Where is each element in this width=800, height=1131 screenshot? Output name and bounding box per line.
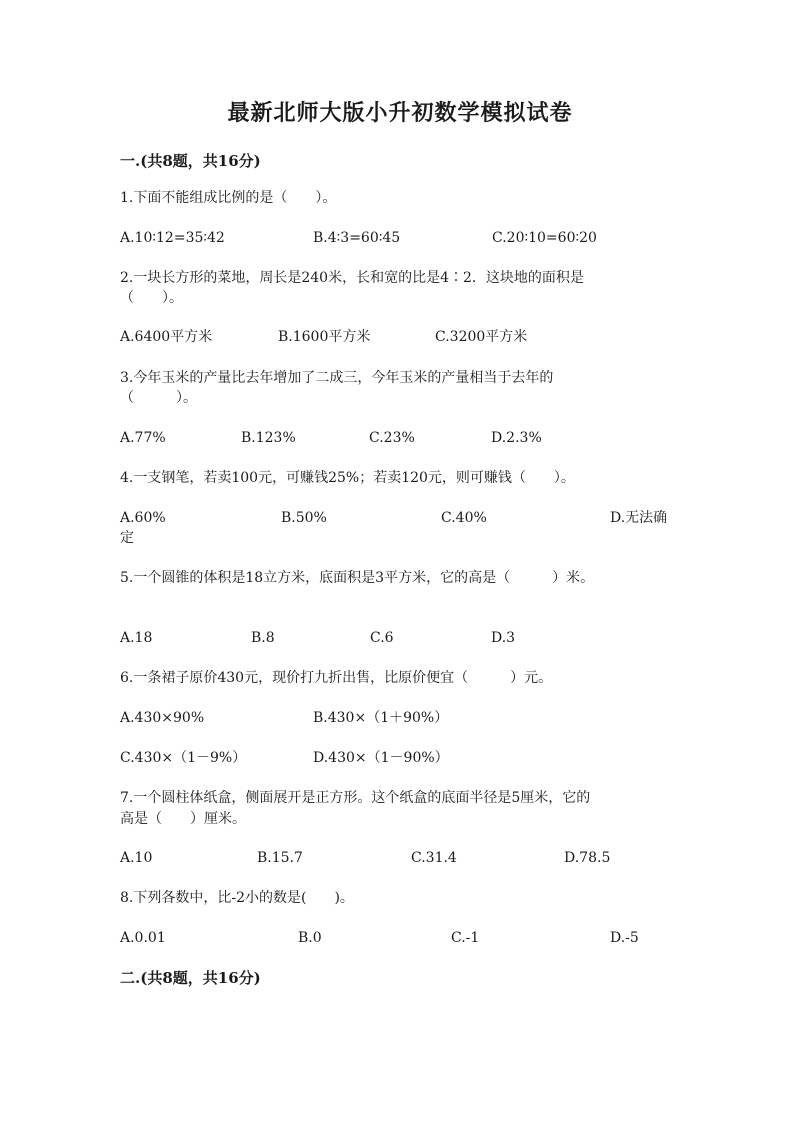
option-a[interactable]: A.10∶12=35∶42 [120,230,225,246]
question-1: 1.下面不能组成比例的是（ ）。 [120,190,337,206]
option-a[interactable]: A.6400平方米 [120,329,213,345]
question-5: 5.一个圆锥的体积是18立方米，底面积是3平方米，它的高是（ ）米。 [120,570,595,586]
question-2-line-1: 2.一块长方形的菜地，周长是240米，长和宽的比是4∶2．这块地的面积是 [120,270,584,286]
question-7-options [120,847,680,869]
option-c[interactable]: C.6 [370,630,394,646]
option-b[interactable]: B.4∶3=60∶45 [313,230,401,246]
question-3-options [120,427,680,449]
section-heading-2: 二.(共8题，共16分) [120,969,261,987]
option-d[interactable]: D.无法确 [610,510,668,526]
question-6: 6.一条裙子原价430元，现价打九折出售，比原价便宜（ ）元。 [120,670,553,686]
question-3-line-1: 3.今年玉米的产量比去年增加了二成三，今年玉米的产量相当于去年的 [120,370,554,386]
option-b[interactable]: B.123% [241,430,296,446]
option-a[interactable]: A.77% [120,430,166,446]
exam-title: 最新北师大版小升初数学模拟试卷 [227,100,573,126]
question-6-options-row-1 [120,707,680,729]
option-c[interactable]: C.3200平方米 [435,329,528,345]
question-3-line-2: （ ）。 [120,390,197,406]
option-d-continued[interactable]: 定 [120,530,134,546]
option-a[interactable]: A.0.01 [120,930,166,946]
question-6-options-row-2 [120,747,680,769]
question-2-options [120,326,680,348]
option-a[interactable]: A.10 [120,850,153,866]
option-b[interactable]: B.430×（1＋90%） [313,710,449,726]
question-2-line-2: （ ）。 [120,290,183,306]
question-1-options [120,227,680,249]
question-8-options [120,927,680,949]
option-d[interactable]: D.-5 [610,930,639,946]
option-d[interactable]: D.2.3% [491,430,542,446]
question-4-option-d-wrap [120,527,680,549]
option-c[interactable]: C.20∶10=60∶20 [492,230,597,246]
option-c[interactable]: C.-1 [451,930,480,946]
option-d[interactable]: D.430×（1－90%） [313,750,449,766]
section-heading-1: 一.(共8题，共16分) [120,152,261,170]
option-b[interactable]: B.0 [298,930,322,946]
question-7-line-1: 7.一个圆柱体纸盒，侧面展开是正方形。这个纸盒的底面半径是5厘米，它的 [120,790,591,806]
question-8: 8.下列各数中，比-2小的数是( )。 [120,890,354,906]
option-c[interactable]: C.40% [441,510,487,526]
option-a[interactable]: A.18 [120,630,153,646]
option-d[interactable]: D.78.5 [564,850,611,866]
option-d[interactable]: D.3 [491,630,516,646]
question-4-options [120,507,680,529]
question-5-options [120,627,680,649]
option-b[interactable]: B.8 [251,630,275,646]
option-c[interactable]: C.31.4 [411,850,457,866]
option-b[interactable]: B.50% [281,510,327,526]
option-c[interactable]: C.23% [369,430,415,446]
option-a[interactable]: A.60% [120,510,166,526]
option-c[interactable]: C.430×（1－9%） [120,750,247,766]
option-b[interactable]: B.1600平方米 [278,329,371,345]
option-b[interactable]: B.15.7 [257,850,303,866]
option-a[interactable]: A.430×90% [120,710,205,726]
question-7-line-2: 高是（ ）厘米。 [120,811,246,827]
question-4: 4.一支钢笔，若卖100元，可赚钱25%；若卖120元，则可赚钱（ ）。 [120,470,575,486]
